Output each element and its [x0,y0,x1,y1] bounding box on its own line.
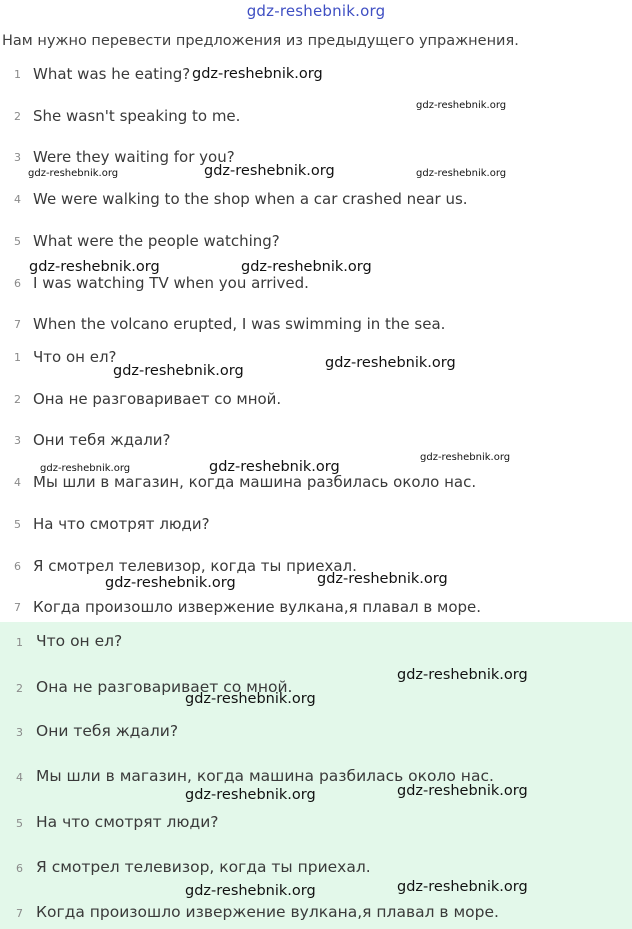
list-item [0,903,632,925]
item-number: 7 [16,907,23,920]
list-item [0,190,632,212]
watermark: gdz-reshebnik.org [241,259,372,275]
item-text: Were they waiting for you? [33,148,235,166]
item-number: 4 [14,193,21,206]
item-number: 3 [16,726,23,739]
watermark: gdz-reshebnik.org [40,463,131,474]
item-number: 4 [14,476,21,489]
watermark: gdz-reshebnik.org [397,667,528,683]
list-item [0,722,632,744]
watermark: gdz-reshebnik.org [185,691,316,707]
item-number: 1 [14,68,21,81]
item-number: 1 [14,351,21,364]
item-number: 3 [14,151,21,164]
item-number: 4 [16,771,23,784]
item-text: На что смотрят люди? [33,515,210,533]
watermark: gdz-reshebnik.org [397,879,528,895]
list-item [0,813,632,835]
list-item [0,315,632,337]
item-text: I was watching TV when you arrived. [33,274,309,292]
item-number: 5 [14,235,21,248]
item-number: 5 [14,518,21,531]
list-item [0,274,632,296]
list-item [0,348,632,370]
watermark: gdz-reshebnik.org [28,168,119,179]
item-text: Она не разговаривает со мной. [33,390,282,408]
item-text: When the volcano erupted, I was swimming in the sea. [33,315,446,333]
list-item [0,678,632,700]
item-text: Что он ел? [33,348,117,366]
watermark: gdz-reshebnik.org [317,571,448,587]
answer-block [0,622,632,929]
item-text: Мы шли в магазин, когда машина разбилась около нас. [36,767,494,785]
item-text: Когда произошло извержение вулкана,я плавал в море. [33,598,482,616]
watermark: gdz-reshebnik.org [325,355,456,371]
watermark: gdz-reshebnik.org [185,787,316,803]
list-item [0,515,632,537]
site-header-link[interactable]: gdz-reshebnik.org [246,2,386,20]
list-item [0,557,632,579]
list-item [0,632,632,654]
list-item [0,473,632,495]
watermark: gdz-reshebnik.org [192,66,323,82]
item-text: Они тебя ждали? [33,431,171,449]
item-text: На что смотрят люди? [36,813,219,831]
watermark: gdz-reshebnik.org [113,363,244,379]
item-text: What was he eating? [33,65,191,83]
intro-text: Нам нужно перевести предложения из предыдущего упражнения. [2,33,519,49]
list-item [0,858,632,880]
item-text: Когда произошло извержение вулкана,я плавал в море. [36,903,499,921]
item-number: 2 [14,393,21,406]
watermark: gdz-reshebnik.org [185,883,316,899]
watermark: gdz-reshebnik.org [416,168,507,179]
item-number: 2 [16,682,23,695]
item-number: 1 [16,636,23,649]
item-number: 7 [14,601,21,614]
list-item [0,431,632,453]
watermark: gdz-reshebnik.org [209,459,340,475]
item-text: Я смотрел телевизор, когда ты приехал. [33,557,357,575]
watermark: gdz-reshebnik.org [416,100,507,111]
watermark: gdz-reshebnik.org [29,259,160,275]
item-text: We were walking to the shop when a car crashed near us. [33,190,468,208]
watermark: gdz-reshebnik.org [420,452,511,463]
item-number: 6 [16,862,23,875]
list-item [0,107,632,129]
item-text: Они тебя ждали? [36,722,179,740]
watermark: gdz-reshebnik.org [397,783,528,799]
item-number: 7 [14,318,21,331]
item-number: 5 [16,817,23,830]
item-text: She wasn't speaking to me. [33,107,241,125]
list-item [0,767,632,789]
item-text: Я смотрел телевизор, когда ты приехал. [36,858,371,876]
item-number: 2 [14,110,21,123]
item-number: 3 [14,434,21,447]
item-number: 6 [14,560,21,573]
item-text: Что он ел? [36,632,123,650]
item-number: 6 [14,277,21,290]
watermark: gdz-reshebnik.org [105,575,236,591]
list-item [0,598,632,620]
watermark: gdz-reshebnik.org [204,163,335,179]
item-text: What were the people watching? [33,232,280,250]
item-text: Она не разговаривает со мной. [36,678,293,696]
list-item [0,390,632,412]
list-item [0,232,632,254]
item-text: Мы шли в магазин, когда машина разбилась около нас. [33,473,477,491]
